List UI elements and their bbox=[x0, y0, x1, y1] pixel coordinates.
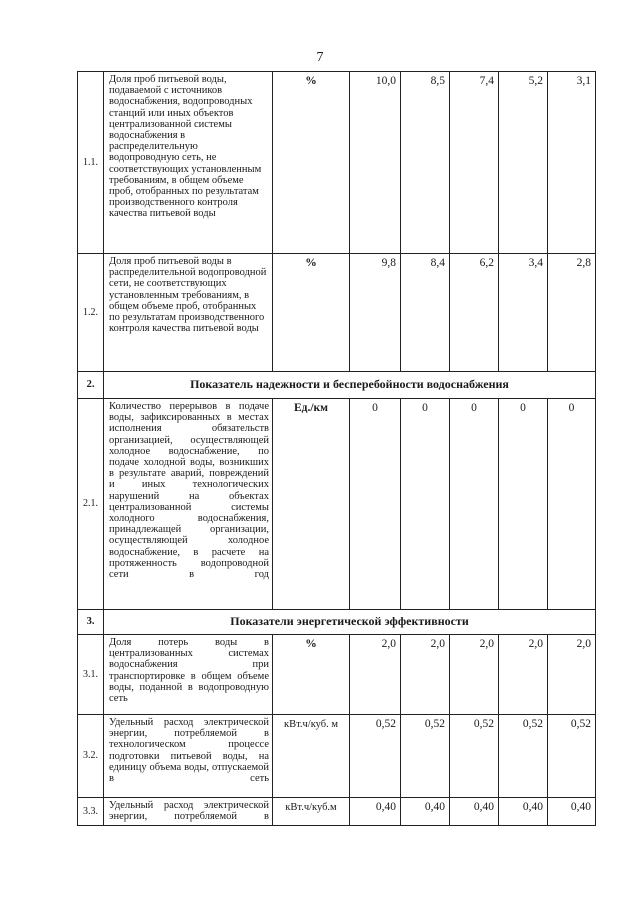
value-cell: 0,52 bbox=[450, 715, 499, 798]
row-number: 3.2. bbox=[78, 715, 104, 798]
row-number: 1.1. bbox=[78, 72, 104, 254]
indicator-description bbox=[104, 798, 273, 826]
indicators-table bbox=[77, 71, 596, 826]
value-cell: 7,4 bbox=[450, 72, 499, 254]
table-row bbox=[78, 254, 596, 372]
value-cell: 3,1 bbox=[548, 72, 596, 254]
value-cell: 2,0 bbox=[450, 635, 499, 715]
value-cell: 2,0 bbox=[499, 635, 548, 715]
value-cell: 2,0 bbox=[401, 635, 450, 715]
unit-cell: % bbox=[273, 254, 350, 372]
section-title: Показатели энергетической эффективности bbox=[104, 610, 596, 635]
indicator-description bbox=[104, 254, 273, 372]
value-cell: 0,40 bbox=[350, 798, 401, 826]
value-cell: 6,2 bbox=[450, 254, 499, 372]
table-row bbox=[78, 715, 596, 798]
indicator-description-text: Доля проб питьевой воды в распределительной водопроводной сети, не соответствующих установленным требованиям, в общем объеме проб, отобранных по результатам производственного контроля качества питьевой воды bbox=[109, 256, 267, 335]
unit-cell: кВт.ч/куб. м bbox=[273, 715, 350, 798]
value-cell: 0 bbox=[548, 399, 596, 610]
value-cell: 0,40 bbox=[401, 798, 450, 826]
row-number: 2.1. bbox=[78, 399, 104, 610]
indicator-description-text: Количество перерывов в подаче воды, зафиксированных в местах исполнения обязательств организацией, осуществляющей холодное водоснабжение, по подаче холодной воды, возникших в результате аварий, повреждений и иных технологических нарушений на объектах централизованной системы холодного водоснабжения, принадлежащей организации, осуществляющей холодное водоснабжение, в расчете на протяженность водопроводной сети в год bbox=[109, 401, 269, 581]
value-cell: 2,0 bbox=[548, 635, 596, 715]
page-number: 7 bbox=[316, 50, 324, 65]
table-row bbox=[78, 635, 596, 715]
value-cell: 0 bbox=[350, 399, 401, 610]
table-row bbox=[78, 72, 596, 254]
value-cell: 0,40 bbox=[450, 798, 499, 826]
row-number: 3.3. bbox=[78, 798, 104, 826]
section-header-row bbox=[78, 610, 596, 635]
table-row bbox=[78, 798, 596, 826]
value-cell: 10,0 bbox=[350, 72, 401, 254]
section-number: 3. bbox=[78, 610, 104, 635]
value-cell: 5,2 bbox=[499, 72, 548, 254]
value-cell: 8,5 bbox=[401, 72, 450, 254]
indicator-description bbox=[104, 635, 273, 715]
indicator-description bbox=[104, 715, 273, 798]
value-cell: 0 bbox=[499, 399, 548, 610]
value-cell: 0,52 bbox=[548, 715, 596, 798]
indicator-description-text: Доля проб питьевой воды, подаваемой с источников водоснабжения, водопроводных станций или иных объектов централизованной системы водоснабжения в распределительную водопроводную сеть, не соответствующих установленным требованиям, в общем объеме проб, отобранных по результатам производственного контроля качества питьевой воды bbox=[109, 74, 262, 220]
unit-cell: кВт.ч/куб.м bbox=[273, 798, 350, 826]
unit-cell: % bbox=[273, 635, 350, 715]
unit-cell: % bbox=[273, 72, 350, 254]
value-cell: 2,0 bbox=[350, 635, 401, 715]
indicator-description bbox=[104, 399, 273, 610]
section-title: Показатель надежности и бесперебойности водоснабжения bbox=[104, 372, 596, 399]
value-cell: 8,4 bbox=[401, 254, 450, 372]
value-cell: 0,52 bbox=[401, 715, 450, 798]
table-row bbox=[78, 399, 596, 610]
value-cell: 0,52 bbox=[499, 715, 548, 798]
value-cell: 2,8 bbox=[548, 254, 596, 372]
unit-cell: Ед./км bbox=[273, 399, 350, 610]
indicator-description-text: Доля потерь воды в централизованных системах водоснабжения при транспортировке в общем объеме воды, поданной в водопроводную сеть bbox=[109, 637, 269, 705]
value-cell: 0 bbox=[401, 399, 450, 610]
value-cell: 0 bbox=[450, 399, 499, 610]
value-cell: 0,40 bbox=[499, 798, 548, 826]
value-cell: 9,8 bbox=[350, 254, 401, 372]
value-cell: 0,40 bbox=[548, 798, 596, 826]
section-number: 2. bbox=[78, 372, 104, 399]
row-number: 3.1. bbox=[78, 635, 104, 715]
section-header-row bbox=[78, 372, 596, 399]
indicator-description bbox=[104, 72, 273, 254]
indicator-description-text: Удельный расход электрической энергии, потребляемой в bbox=[109, 800, 269, 823]
row-number: 1.2. bbox=[78, 254, 104, 372]
indicator-description-text: Удельный расход электрической энергии, потребляемой в технологическом процессе подготовки питьевой воды, на единицу объема воды, отпускаемой в сеть bbox=[109, 717, 269, 785]
value-cell: 0,52 bbox=[350, 715, 401, 798]
value-cell: 3,4 bbox=[499, 254, 548, 372]
